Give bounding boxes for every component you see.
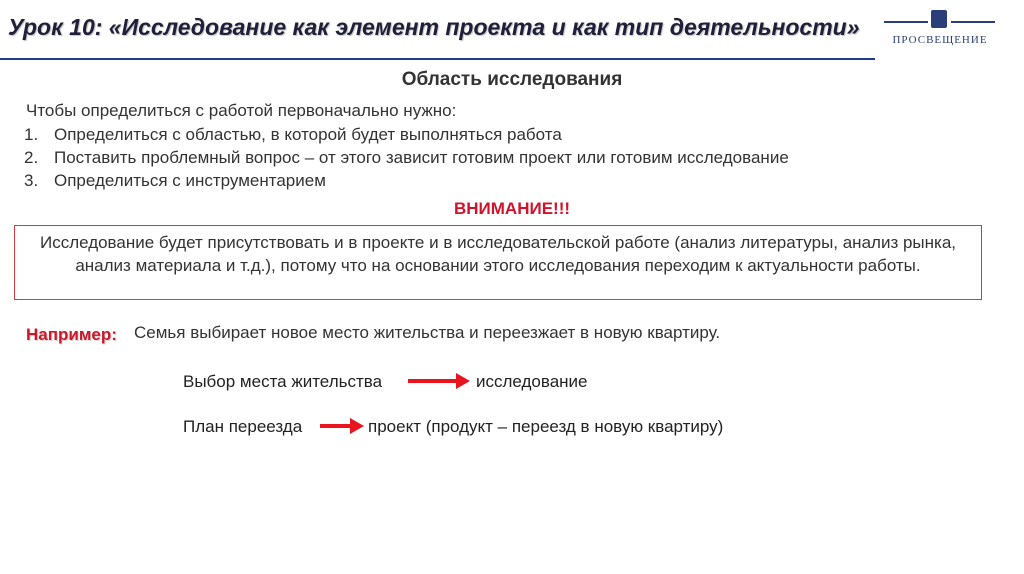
logo-emblem-icon	[931, 10, 947, 28]
attention-heading: ВНИМАНИЕ!!!	[453, 199, 571, 218]
list-text: Поставить проблемный вопрос – от этого зависит готовим проект или готовим исследование	[54, 148, 789, 167]
example-row-left: План переезда	[183, 417, 303, 436]
title-divider	[0, 58, 875, 60]
example-text: Семья выбирает новое место жительства и переезжает в новую квартиру.	[134, 323, 721, 342]
list-text: Определиться с областью, в которой будет выполняться работа	[54, 125, 562, 144]
list-item	[24, 123, 789, 146]
example-row-right: проект (продукт – переезд в новую квартиру)	[368, 417, 724, 436]
intro-text: Чтобы определиться с работой первоначально нужно:	[26, 101, 457, 120]
steps-list	[24, 123, 789, 192]
list-item	[24, 169, 789, 192]
page-title: Урок 10: «Исследование как элемент проекта и как тип деятельности»	[8, 14, 860, 40]
example-row-right: исследование	[476, 372, 588, 391]
note-box: Исследование будет присутствовать и в проекте и в исследовательской работе (анализ литературы, анализ рынка, анализ материала и т.д.), потому что на основании этого исследования переходим к актуальности работы.	[14, 225, 982, 300]
logo-line-left	[884, 21, 928, 23]
logo-text: ПРОСВЕЩЕНИЕ	[892, 34, 988, 46]
list-number: 1.	[24, 125, 39, 144]
publisher-logo	[880, 6, 1000, 50]
logo-line-right	[951, 21, 995, 23]
list-text: Определиться с инструментарием	[54, 171, 326, 190]
red-arrow-icon	[318, 415, 366, 437]
example-row-left: Выбор места жительства	[183, 372, 383, 391]
list-item	[24, 146, 789, 169]
list-number: 3.	[24, 171, 39, 190]
list-number: 2.	[24, 148, 39, 167]
section-title: Область исследования	[401, 69, 623, 90]
example-label: Например:	[26, 325, 117, 344]
red-arrow-icon	[406, 370, 472, 392]
